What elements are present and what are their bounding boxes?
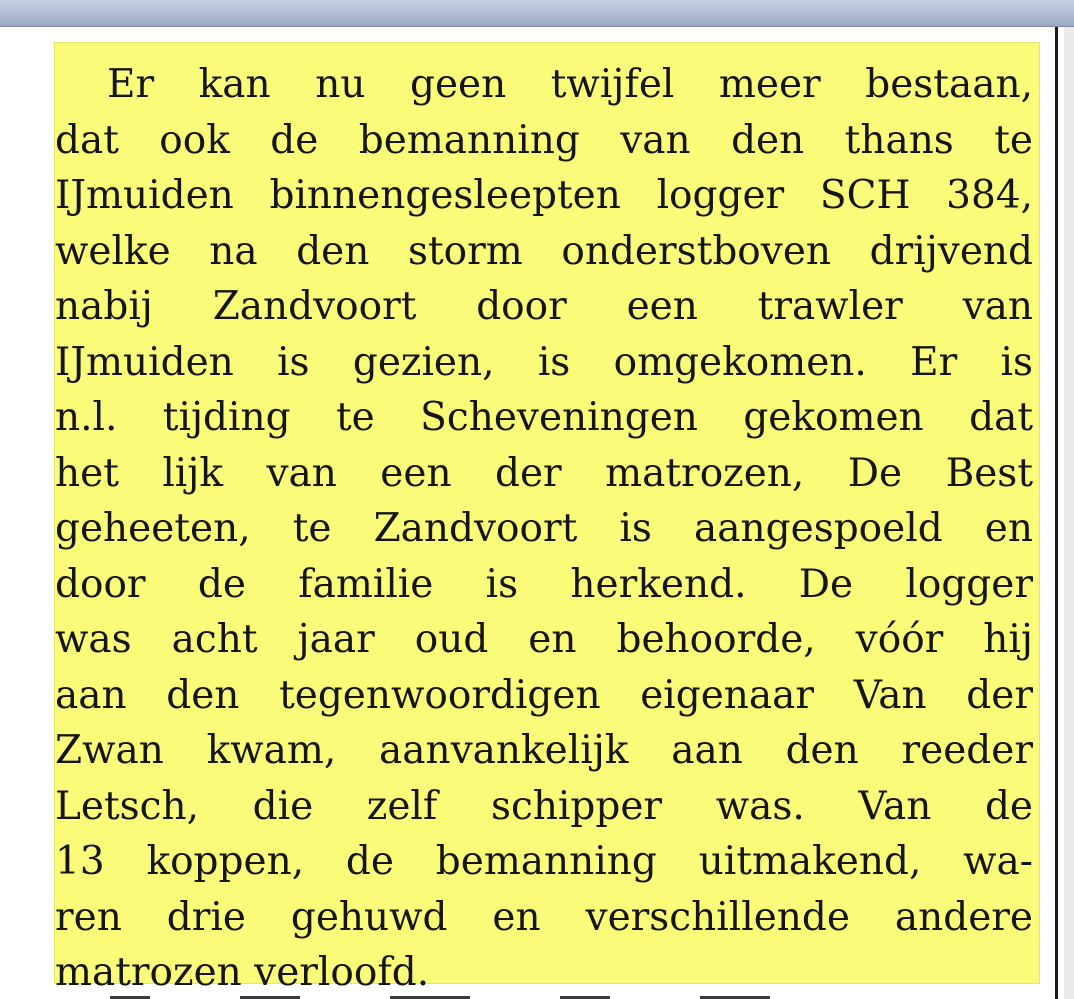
article-line-13: Zwan kwam, aanvankelijk aan den reeder — [55, 728, 1033, 773]
article-line-2: dat ook de bemanning van den thans te — [55, 117, 1033, 163]
article-line-7: n.l. tijding te Scheveningen gekomen dat — [55, 395, 1033, 440]
article-line-16: ren drie gehuwd en verschillende andere — [55, 894, 1033, 940]
column-divider — [1055, 27, 1058, 999]
article-text — [55, 57, 1033, 999]
article-line-3: IJmuiden binnengesleepten logger SCH 384, — [55, 173, 1033, 218]
article-line-14: Letsch, die zelf schipper was. Van de — [55, 783, 1033, 829]
article-line-8: het lijk van een der matrozen, De Best — [55, 450, 1033, 496]
article-line-4: welke na den storm onderstboven drijvend — [55, 228, 1033, 274]
next-article-fragment — [110, 987, 1010, 999]
article-line-9: geheeten, te Zandvoort is aangespoeld en — [55, 506, 1033, 551]
article-line-1: Er kan nu geen twijfel meer bestaan, — [107, 62, 1033, 107]
article-line-5: nabij Zandvoort door een trawler van — [55, 284, 1033, 329]
window-titlebar[interactable] — [0, 0, 1074, 27]
article-line-17: matrozen verloofd. — [55, 950, 430, 995]
article-line-6: IJmuiden is gezien, is omgekomen. Er is — [55, 339, 1033, 385]
article-line-10: door de familie is herkend. De logger — [55, 561, 1033, 607]
article-line-12: aan den tegenwoordigen eigenaar Van der — [55, 672, 1033, 718]
adjacent-column-strip — [1064, 27, 1074, 999]
article-line-15: 13 koppen, de bemanning uitmakend, wa- — [55, 839, 1033, 884]
highlighted-article-clip[interactable] — [55, 43, 1039, 995]
newspaper-viewer — [0, 27, 1074, 999]
article-line-11: was acht jaar oud en behoorde, vóór hij — [55, 617, 1033, 662]
